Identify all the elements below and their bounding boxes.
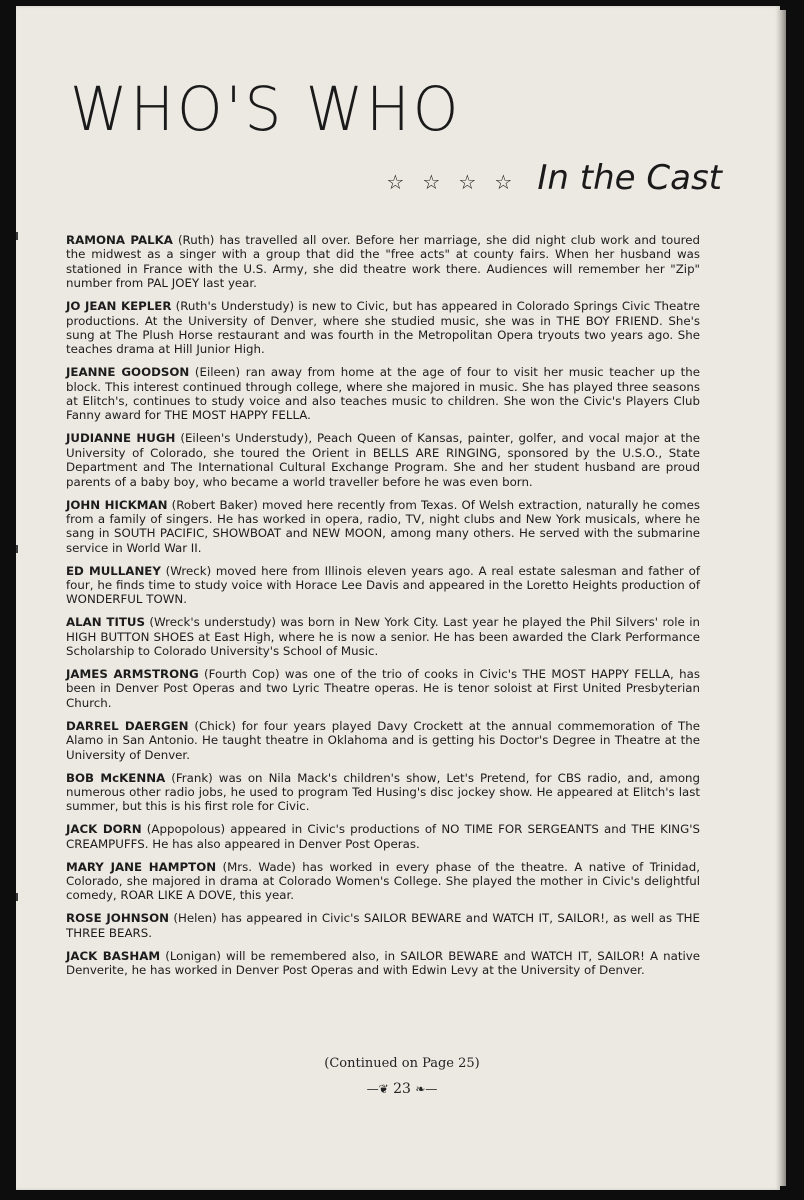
star-icon: ☆ — [458, 170, 477, 194]
cast-bio — [66, 667, 700, 710]
cast-name: MARY JANE HAMPTON — [66, 859, 217, 874]
cast-bio-text: (Ruth) has travelled all over. Before her marriage, she did night club work and toured the midwest as a singer with a group that did the "free acts" at county fairs. When her husband was stationed in France with the U.S. Army, she did theatre work there. Audiences will remember her "Zip" number from PAL JOEY last year. — [66, 233, 701, 291]
star-icon: ☆ — [422, 170, 441, 194]
star-icon: ☆ — [386, 170, 405, 194]
margin-mark — [16, 545, 18, 553]
cast-name: ROSE JOHNSON — [66, 911, 169, 926]
cast-bio-text: (Ruth's Understudy) is new to Civic, but has appeared in Colorado Springs Civic Theatre productions. At the University of Denver, where she studied music, she was in THE BOY FRIEND. She's sung at The Plush Horse restaurant and was fourth in the Metropolitan Opera tryouts two years ago. She teaches drama at Hill Junior High. — [66, 299, 700, 357]
cast-bio-text: (Eileen's Understudy), Peach Queen of Kansas, painter, golfer, and vocal major at the University of Colorado, she toured the Orient in BELLS ARE RINGING, sponsored by the U.S.O., State Department and The International Cultural Exchange Program. She and her student husband are proud parents of a baby boy, who became a world traveller before he was even born. — [66, 431, 700, 489]
cast-name: JAMES ARMSTRONG — [66, 667, 199, 682]
cast-bio — [66, 719, 700, 762]
cast-name: JEANNE GOODSON — [66, 365, 190, 380]
continued-note: (Continued on Page 25) — [324, 1056, 480, 1071]
page-title: WHO'S WHO — [70, 73, 462, 145]
cast-bio-text: (Robert Baker) moved here recently from Texas. Of Welsh extraction, naturally he comes from a family of singers. He has worked in opera, radio, TV, night clubs and New York musicals, where he sang in SOUTH PACIFIC, SHOWBOAT and NEW MOON, among many others. He served with the submarine service in World War II. — [66, 497, 700, 555]
cast-name: JACK DORN — [66, 822, 142, 837]
page-subtitle — [381, 158, 722, 198]
cast-name: JACK BASHAM — [66, 948, 161, 963]
page-number-footer — [0, 1081, 804, 1097]
cast-bios — [66, 233, 700, 986]
cast-name: JUDIANNE HUGH — [66, 431, 176, 446]
cast-bio — [66, 498, 700, 556]
cast-bio — [66, 564, 700, 607]
cast-name: ALAN TITUS — [66, 615, 145, 630]
cast-bio — [66, 822, 700, 851]
page-number: 23 — [393, 1081, 411, 1097]
cast-bio-text: (Helen) has appeared in Civic's SAILOR BEWARE and WATCH IT, SAILOR!, as well as THE THREE BEARS. — [66, 911, 700, 940]
cast-bio — [66, 615, 700, 658]
cast-name: DARREL DAERGEN — [66, 718, 189, 733]
cast-bio — [66, 771, 700, 814]
cast-bio-text: (Fourth Cop) was one of the trio of cooks in Civic's THE MOST HAPPY FELLA, has been in Denver Post Operas and two Lyric Theatre operas. He is tenor soloist at First United Presbyterian Church. — [66, 667, 701, 710]
cast-bio-text: (Wreck's understudy) was born in New York City. Last year he played the Phil Silvers' role in HIGH BUTTON SHOES at East High, where he is now a senior. He has been awarded the Clark Performance Scholarship to Colorado University's School of Music. — [66, 615, 700, 659]
fleuron-left-icon: —❦ — [366, 1082, 389, 1096]
cast-name: BOB McKENNA — [66, 770, 166, 785]
subtitle-text: In the Cast — [537, 158, 722, 198]
cast-bio-text: (Eileen) ran away from home at the age of four to visit her music teacher up the block. This interest continued through college, where she majored in music. She has played three seasons at Elitch's, continues to study voice and also teaches music to children. She won the Civic's Players Club Fanny award for THE MOST HAPPY FELLA. — [66, 365, 701, 423]
cast-name: JOHN HICKMAN — [66, 497, 168, 512]
cast-name: JO JEAN KEPLER — [66, 299, 172, 314]
cast-bio-text: (Lonigan) will be remembered also, in SAILOR BEWARE and WATCH IT, SAILOR! A native Denverite, he has worked in Denver Post Operas and with Edwin Levy at the University of Denver. — [66, 948, 700, 977]
cast-bio — [66, 233, 700, 291]
cast-bio — [66, 911, 700, 940]
margin-mark — [16, 232, 18, 240]
cast-bio — [66, 299, 700, 357]
cast-bio — [66, 365, 700, 423]
cast-bio-text: (Frank) was on Nila Mack's children's show, Let's Pretend, for CBS radio, and, among numerous other radio jobs, he used to program Ted Husing's disc jockey show. He appeared at Elitch's last summer, but this is his first role for Civic. — [66, 770, 700, 814]
star-icon: ☆ — [494, 170, 513, 194]
cast-bio-text: (Chick) for four years played Davy Crockett at the annual commemoration of The Alamo in San Antonio. He taught theatre in Oklahoma and is getting his Doctor's Degree in Theatre at the University of Denver. — [66, 718, 700, 762]
cast-name: ED MULLANEY — [66, 563, 161, 578]
page-edge — [780, 10, 786, 1186]
cast-bio — [66, 949, 700, 978]
cast-bio-text: (Appopolous) appeared in Civic's productions of NO TIME FOR SERGEANTS and THE KING'S CREAMPUFFS. He has also appeared in Denver Post Operas. — [66, 822, 700, 851]
cast-bio — [66, 431, 700, 489]
margin-mark — [16, 893, 18, 901]
fleuron-right-icon: ❧— — [415, 1082, 438, 1096]
cast-bio-text: (Mrs. Wade) has worked in every phase of the theatre. A native of Trinidad, Colorado, she majored in drama at Colorado Women's College. She played the mother in Civic's delightful comedy, ROAR LIKE A DOVE, this year. — [66, 859, 701, 903]
cast-name: RAMONA PALKA — [66, 233, 173, 247]
cast-bio-text: (Wreck) moved here from Illinois eleven years ago. A real estate salesman and father of four, he finds time to study voice with Horace Lee Davis and appeared in the Loretto Heights production of WONDERFUL TOWN. — [66, 563, 700, 607]
cast-bio — [66, 860, 700, 903]
